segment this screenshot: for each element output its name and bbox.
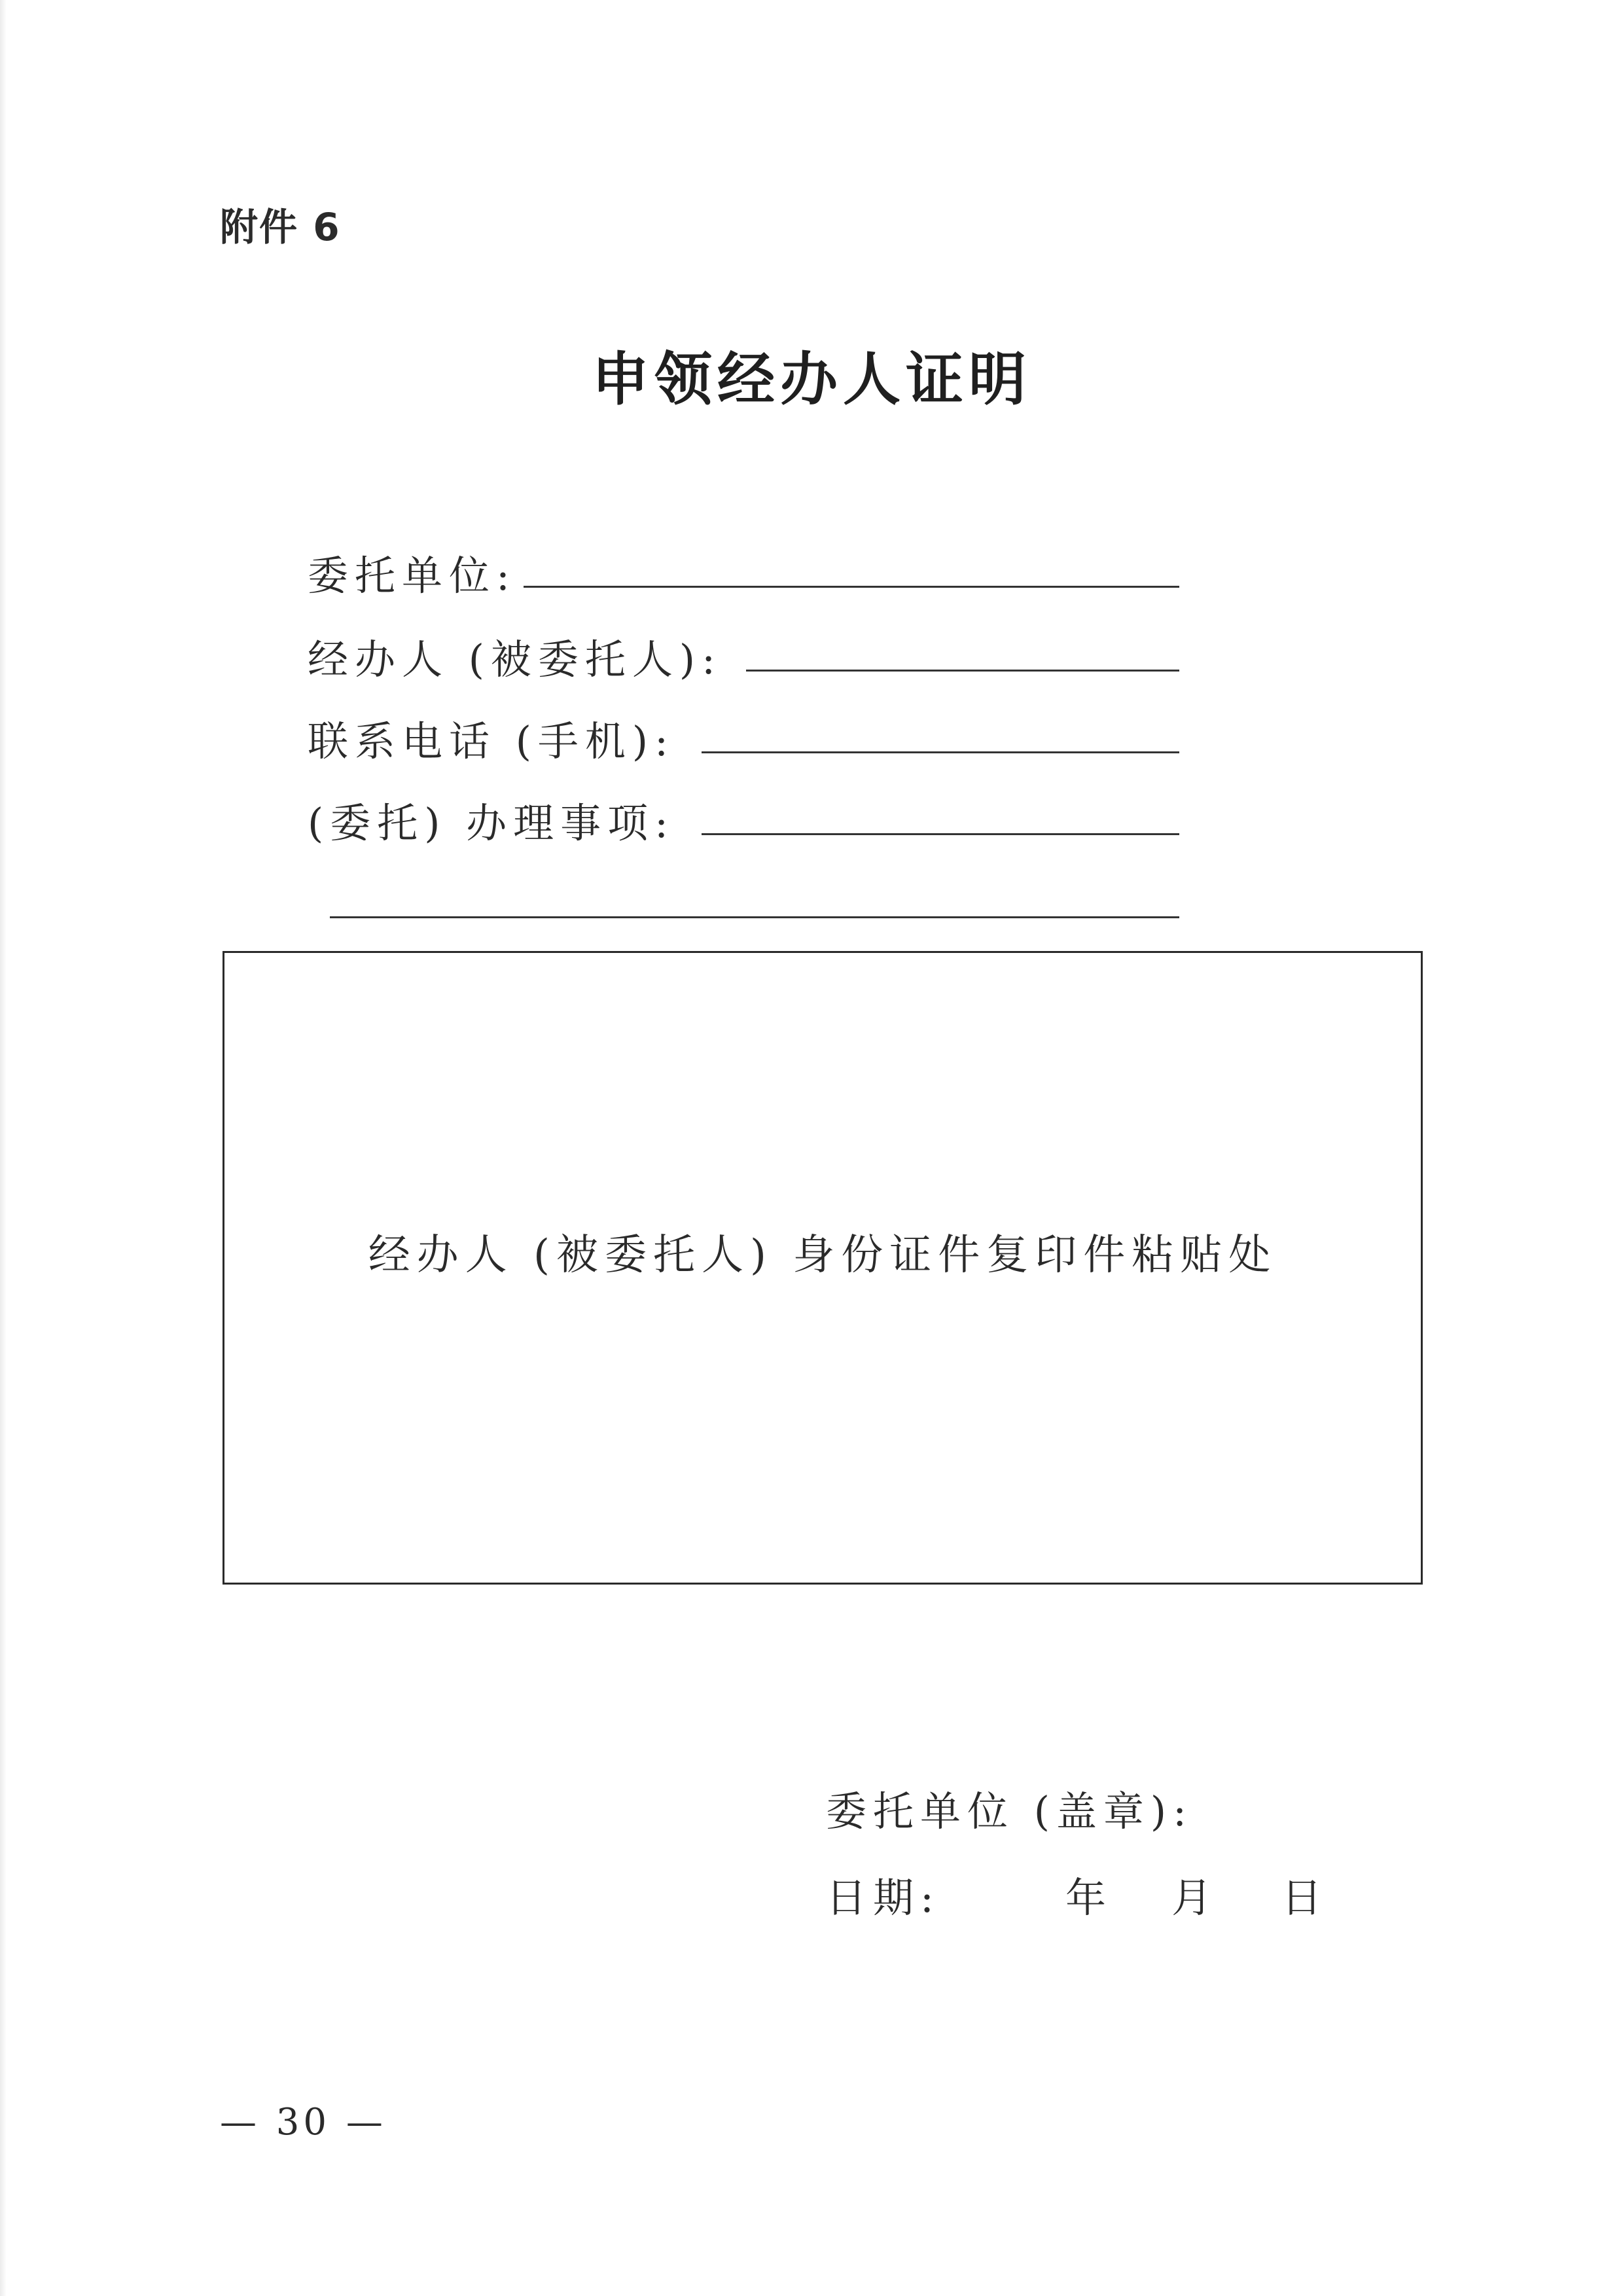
page-number: — 30 —: [220, 2101, 387, 2144]
entrusted-matters-continuation-line[interactable]: [330, 916, 1179, 918]
document-title: 申领经办人证明: [591, 346, 1031, 413]
entrusted-matters-input-line[interactable]: [702, 833, 1179, 835]
attachment-label: 附件 6: [220, 205, 341, 249]
phone-input-line[interactable]: [702, 751, 1179, 753]
agent-input-line[interactable]: [746, 670, 1179, 672]
entrusting-unit-input-line[interactable]: [524, 586, 1179, 588]
field-label-entrusting-unit: 委托单位:: [308, 552, 516, 600]
field-label-phone: 联系电话 (手机):: [308, 717, 675, 765]
id-copy-paste-box: [223, 951, 1423, 1585]
date-label: 日期:: [826, 1874, 940, 1922]
seal-label: 委托单位 (盖章):: [826, 1787, 1193, 1835]
date-day-label: 日: [1281, 1874, 1329, 1922]
id-copy-paste-label: 经办人 (被委托人) 身份证件复印件粘贴处: [368, 1231, 1277, 1280]
date-month-label: 月: [1171, 1874, 1219, 1922]
date-year-label: 年: [1065, 1874, 1113, 1922]
field-label-entrusted-matters: (委托) 办理事项:: [308, 799, 675, 847]
field-label-agent: 经办人 (被委托人):: [308, 636, 722, 683]
